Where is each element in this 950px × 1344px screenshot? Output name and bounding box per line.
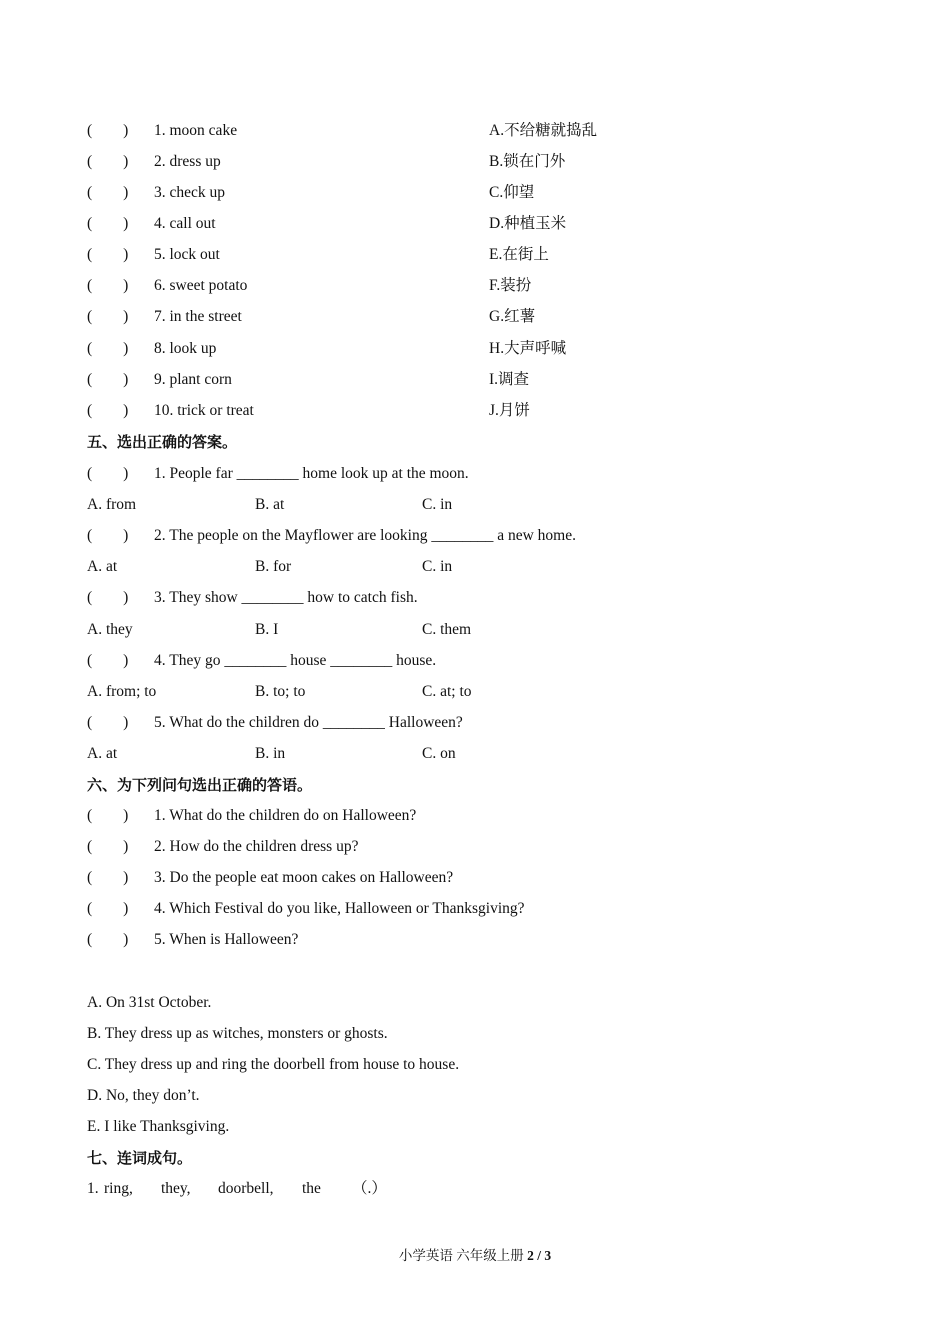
section-6-title: 六、为下列问句选出正确的答语。: [87, 776, 313, 794]
option-a: A. from; to: [87, 683, 157, 700]
question-number: 1.: [87, 1180, 99, 1197]
answer-blank[interactable]: ( ): [87, 215, 129, 232]
answer-blank[interactable]: ( ): [87, 184, 129, 201]
match-option: C.仰望: [489, 184, 535, 201]
answer-blank[interactable]: ( ): [87, 838, 129, 855]
match-term: 8. look up: [154, 340, 217, 357]
option-a: A. from: [87, 496, 137, 513]
question-text: 3. Do the people eat moon cakes on Halloween?: [154, 869, 454, 886]
match-term: 1. moon cake: [154, 122, 238, 139]
answer-blank[interactable]: ( ): [87, 465, 129, 482]
answer-blank[interactable]: ( ): [87, 589, 129, 606]
option-c: C. on: [422, 745, 456, 762]
answer-option: E. I like Thanksgiving.: [87, 1118, 230, 1135]
match-option: E.在街上: [489, 246, 549, 263]
option-c: C. in: [422, 496, 453, 513]
answer-blank[interactable]: ( ): [87, 246, 129, 263]
answer-blank[interactable]: ( ): [87, 869, 129, 886]
word-token: ring,: [104, 1180, 133, 1197]
question-item: [87, 929, 298, 951]
option-b: B. at: [255, 496, 285, 513]
answer-blank[interactable]: ( ): [87, 807, 129, 824]
answer-blank[interactable]: ( ): [87, 340, 129, 357]
option-c: C. at; to: [422, 683, 472, 700]
question-text: 1. People far ________ home look up at the moon.: [154, 465, 469, 482]
option-a: A. at: [87, 745, 118, 762]
answer-blank[interactable]: ( ): [87, 308, 129, 325]
question-item: [87, 805, 416, 827]
answer-option: C. They dress up and ring the doorbell from house to house.: [87, 1056, 460, 1073]
question-item: [87, 867, 453, 889]
match-item: [87, 338, 216, 360]
option-b: B. for: [255, 558, 292, 575]
match-option: A.不给糖就捣乱: [489, 122, 598, 139]
option-b: B. to; to: [255, 683, 306, 700]
word-token: doorbell,: [218, 1180, 274, 1197]
page-footer: [0, 1246, 950, 1266]
answer-blank[interactable]: ( ): [87, 371, 129, 388]
answer-option: B. They dress up as witches, monsters or ghosts.: [87, 1025, 388, 1042]
question-item: [87, 836, 358, 858]
answer-blank[interactable]: ( ): [87, 714, 129, 731]
question-text: 5. When is Halloween?: [154, 931, 299, 948]
question-text: 4. Which Festival do you like, Halloween or Thanksgiving?: [154, 900, 525, 917]
match-option: F.装扮: [489, 277, 532, 294]
match-option: I.调查: [489, 371, 530, 388]
match-item: [87, 213, 216, 235]
question-text: 1. What do the children do on Halloween?: [154, 807, 417, 824]
answer-blank[interactable]: ( ): [87, 900, 129, 917]
answer-blank[interactable]: ( ): [87, 402, 129, 419]
match-option: B.锁在门外: [489, 153, 566, 170]
match-option: H.大声呼喊: [489, 340, 567, 357]
option-b: B. in: [255, 745, 286, 762]
match-item: [87, 120, 237, 142]
match-term: 10. trick or treat: [154, 402, 254, 419]
match-term: 5. lock out: [154, 246, 220, 263]
question-text: 2. How do the children dress up?: [154, 838, 359, 855]
match-item: [87, 275, 247, 297]
question-item: [87, 650, 436, 672]
word-order-question: [87, 1178, 387, 1200]
answer-option: A. On 31st October.: [87, 994, 212, 1011]
option-a: A. they: [87, 621, 133, 638]
section-7-title: 七、连词成句。: [87, 1149, 193, 1167]
answer-blank[interactable]: ( ): [87, 122, 129, 139]
question-text: 5. What do the children do ________ Halloween?: [154, 714, 463, 731]
match-option: D.种植玉米: [489, 215, 567, 232]
page-number: 2 / 3: [527, 1248, 552, 1263]
match-term: 6. sweet potato: [154, 277, 248, 294]
answer-blank[interactable]: ( ): [87, 277, 129, 294]
match-term: 2. dress up: [154, 153, 221, 170]
match-item: [87, 400, 254, 422]
match-term: 4. call out: [154, 215, 216, 232]
course-label: 小学英语 六年级上册: [398, 1248, 524, 1263]
punctuation-hint: （.）: [352, 1180, 387, 1197]
question-text: 3. They show ________ how to catch fish.: [154, 589, 418, 606]
match-option: J.月饼: [489, 402, 530, 419]
word-token: they,: [161, 1180, 191, 1197]
question-item: [87, 898, 525, 920]
match-item: [87, 369, 232, 391]
answer-blank[interactable]: ( ): [87, 931, 129, 948]
match-term: 7. in the street: [154, 308, 242, 325]
match-item: [87, 151, 221, 173]
match-item: [87, 306, 242, 328]
word-token: the: [302, 1180, 321, 1197]
option-c: C. them: [422, 621, 472, 638]
match-item: [87, 182, 225, 204]
question-text: 2. The people on the Mayflower are looking ________ a new home.: [154, 527, 576, 544]
match-term: 9. plant corn: [154, 371, 232, 388]
match-item: [87, 244, 220, 266]
option-a: A. at: [87, 558, 118, 575]
answer-blank[interactable]: ( ): [87, 527, 129, 544]
option-c: C. in: [422, 558, 453, 575]
question-item: [87, 587, 418, 609]
question-item: [87, 525, 576, 547]
question-item: [87, 463, 469, 485]
answer-blank[interactable]: ( ): [87, 652, 129, 669]
question-text: 4. They go ________ house ________ house.: [154, 652, 437, 669]
match-option: G.红薯: [489, 308, 536, 325]
question-item: [87, 712, 463, 734]
answer-option: D. No, they don’t.: [87, 1087, 200, 1104]
option-b: B. I: [255, 621, 279, 638]
section-5-title: 五、选出正确的答案。: [87, 433, 238, 451]
match-term: 3. check up: [154, 184, 226, 201]
answer-blank[interactable]: ( ): [87, 153, 129, 170]
